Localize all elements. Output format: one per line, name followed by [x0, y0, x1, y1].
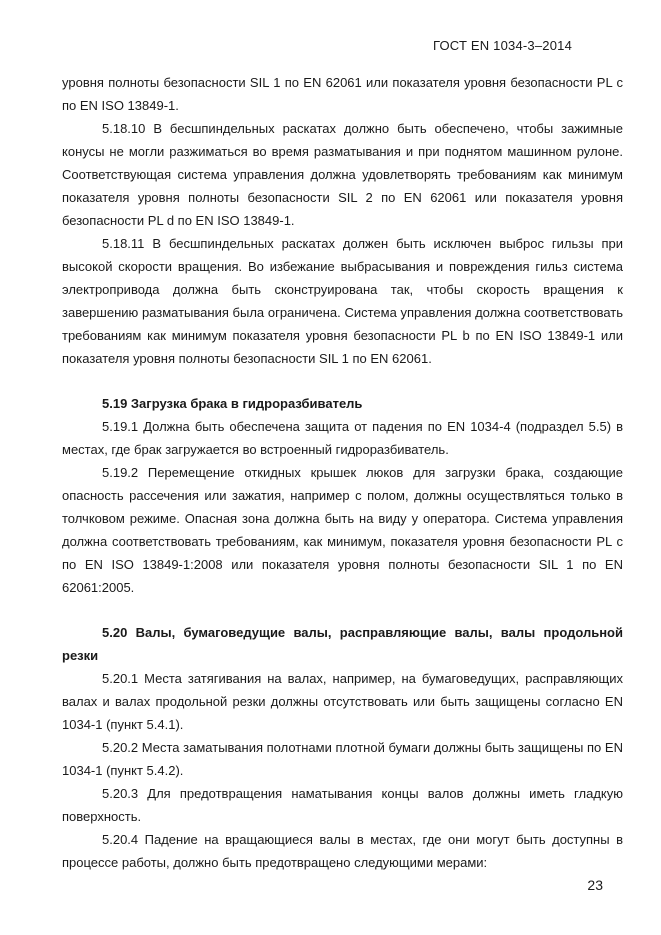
- paragraph-5-20-4: 5.20.4 Падение на вращающиеся валы в местах, где они могут быть доступны в процессе работы, должно быть предотвращено следующими мерами:: [62, 832, 623, 870]
- spacer: [62, 599, 623, 621]
- section-heading-5-19: 5.19 Загрузка брака в гидроразбиватель: [102, 396, 363, 411]
- spacer: [62, 370, 623, 392]
- paragraph-5-20-1: 5.20.1 Места затягивания на валах, например, на бумаговедущих, расправляющих валах и валах продольной резки должны отсутствовать или быть защищены согласно EN 1034-1 (пункт 5.4.1).: [62, 671, 623, 732]
- paragraph-5-18-10: 5.18.10 В бесшпиндельных раскатах должно быть обеспечено, чтобы зажимные конусы не могли разжиматься во время разматывания и при поднятом машинном рулоне. Соответствующая система управления должна удовлетворять требованиям как минимум показателя уровня полноты безопасности SIL 2 по EN 62061 или показателя уровня безопасности PL d по EN ISO 13849-1.: [62, 121, 623, 228]
- page-number: 23: [587, 877, 603, 893]
- paragraph-5-18-11: 5.18.11 В бесшпиндельных раскатах должен быть исключен выброс гильзы при высокой скорости вращения. Во избежание выбрасывания и повреждения гильз система электропривода должна быть сконструирована так, чтобы скорость вращения к завершению разматывания была ограничена. Система управления должна соответствовать требованиям как минимум показателя уровня безопасности PL b по EN ISO 13849-1 или показателя уровня полноты безопасности SIL 1 по EN 62061.: [62, 236, 623, 366]
- paragraph-continuation: уровня полноты безопасности SIL 1 по EN 62061 или показателя уровня безопасности PL c по EN ISO 13849-1.: [62, 75, 623, 113]
- paragraph-5-20-3: 5.20.3 Для предотвращения наматывания концы валов должны иметь гладкую поверхность.: [62, 786, 623, 824]
- document-body: [62, 71, 623, 874]
- document-header: ГОСТ EN 1034-3–2014: [432, 38, 572, 53]
- paragraph-5-19-2: 5.19.2 Перемещение откидных крышек люков для загрузки брака, создающие опасность рассечения или зажатия, например с полом, должны осуществляться только в толчковом режиме. Опасная зона должна быть на виду у оператора. Система управления должна соответствовать требованиям, как минимум, показателя уровня безопасности PL c по EN ISO 13849-1:2008 или показателя уровня полноты безопасности SIL 1 по EN 62061:2005.: [62, 465, 623, 595]
- paragraph-5-20-2: 5.20.2 Места заматывания полотнами плотной бумаги должны быть защищены по EN 1034-1 (пункт 5.4.2).: [62, 740, 623, 778]
- paragraph-5-19-1: 5.19.1 Должна быть обеспечена защита от падения по EN 1034-4 (подраздел 5.5) в местах, где брак загружается во встроенный гидроразбиватель.: [62, 419, 623, 457]
- section-heading-5-20: 5.20 Валы, бумаговедущие валы, расправляющие валы, валы продольной резки: [62, 625, 623, 663]
